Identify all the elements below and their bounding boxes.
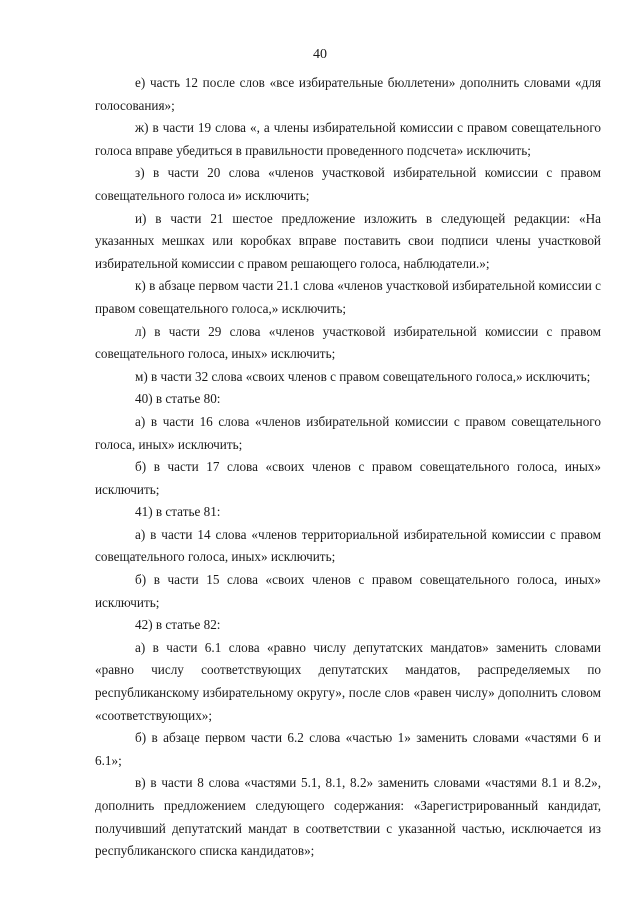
item-42-paragraph-b: б) в абзаце первом части 6.2 слова «частью 1» заменить словами «частями 6 и 6.1»; [95, 730, 601, 768]
paragraph-e: е) часть 12 после слов «все избирательные бюллетени» дополнить словами «для голосования»; [95, 75, 601, 113]
item-40-heading: 40) в статье 80: [135, 391, 221, 407]
item-41-paragraph-a: а) в части 14 слова «членов территориальной избирательной комиссии с правом совещательного голоса, иных» исключить; [95, 526, 601, 565]
paragraph-i: и) в части 21 шестое предложение изложить в следующей редакции: «На указанных мешках или коробках вправе поставить свои подписи члены участковой избирательной комиссии с правом решающего голоса, наблюдатели.»; [95, 210, 601, 271]
page-number: 40 [313, 47, 327, 62]
item-40-paragraph-a: а) в части 16 слова «членов избирательной комиссии с правом совещательного голоса, иных» исключить; [95, 413, 601, 452]
item-42-paragraph-a: а) в части 6.1 слова «равно числу депутатских мандатов» заменить словами «равно числу соответствующих депутатских мандатов, распределяемых по республиканскому избирательному округу», после слов «равен числу» дополнить словом «соответствующих»; [95, 639, 601, 723]
paragraph-k: к) в абзаце первом части 21.1 слова «членов участковой избирательной комиссии с правом совещательного голоса,» исключить; [95, 278, 601, 316]
item-40-paragraph-b: б) в части 17 слова «своих членов с правом совещательного голоса, иных» исключить; [95, 459, 601, 497]
item-41-heading: 41) в статье 81: [135, 504, 221, 520]
item-42-paragraph-v: в) в части 8 слова «частями 5.1, 8.1, 8.2» заменить словами «частями 8.1 и 8.2», дополнить предложением следующего содержания: «Зарегистрированный кандидат, получивший депутатский мандат в соответствии с указанной частью, исключается из республиканского списка кандидатов»; [95, 775, 601, 859]
paragraph-m: м) в части 32 слова «своих членов с правом совещательного голоса,» исключить; [135, 368, 591, 384]
document-body [95, 72, 601, 863]
paragraph-zh: ж) в части 19 слова «, а члены избирательной комиссии с правом совещательного голоса вправе убедиться в правильности проведенного подсчета» исключить; [95, 120, 601, 158]
item-41-paragraph-b: б) в части 15 слова «своих членов с правом совещательного голоса, иных» исключить; [95, 572, 601, 610]
paragraph-z: з) в части 20 слова «членов участковой избирательной комиссии с правом совещательного голоса и» исключить; [95, 165, 601, 203]
paragraph-l: л) в части 29 слова «членов участковой избирательной комиссии с правом совещательного голоса, иных» исключить; [95, 323, 601, 362]
item-42-heading: 42) в статье 82: [135, 617, 221, 633]
